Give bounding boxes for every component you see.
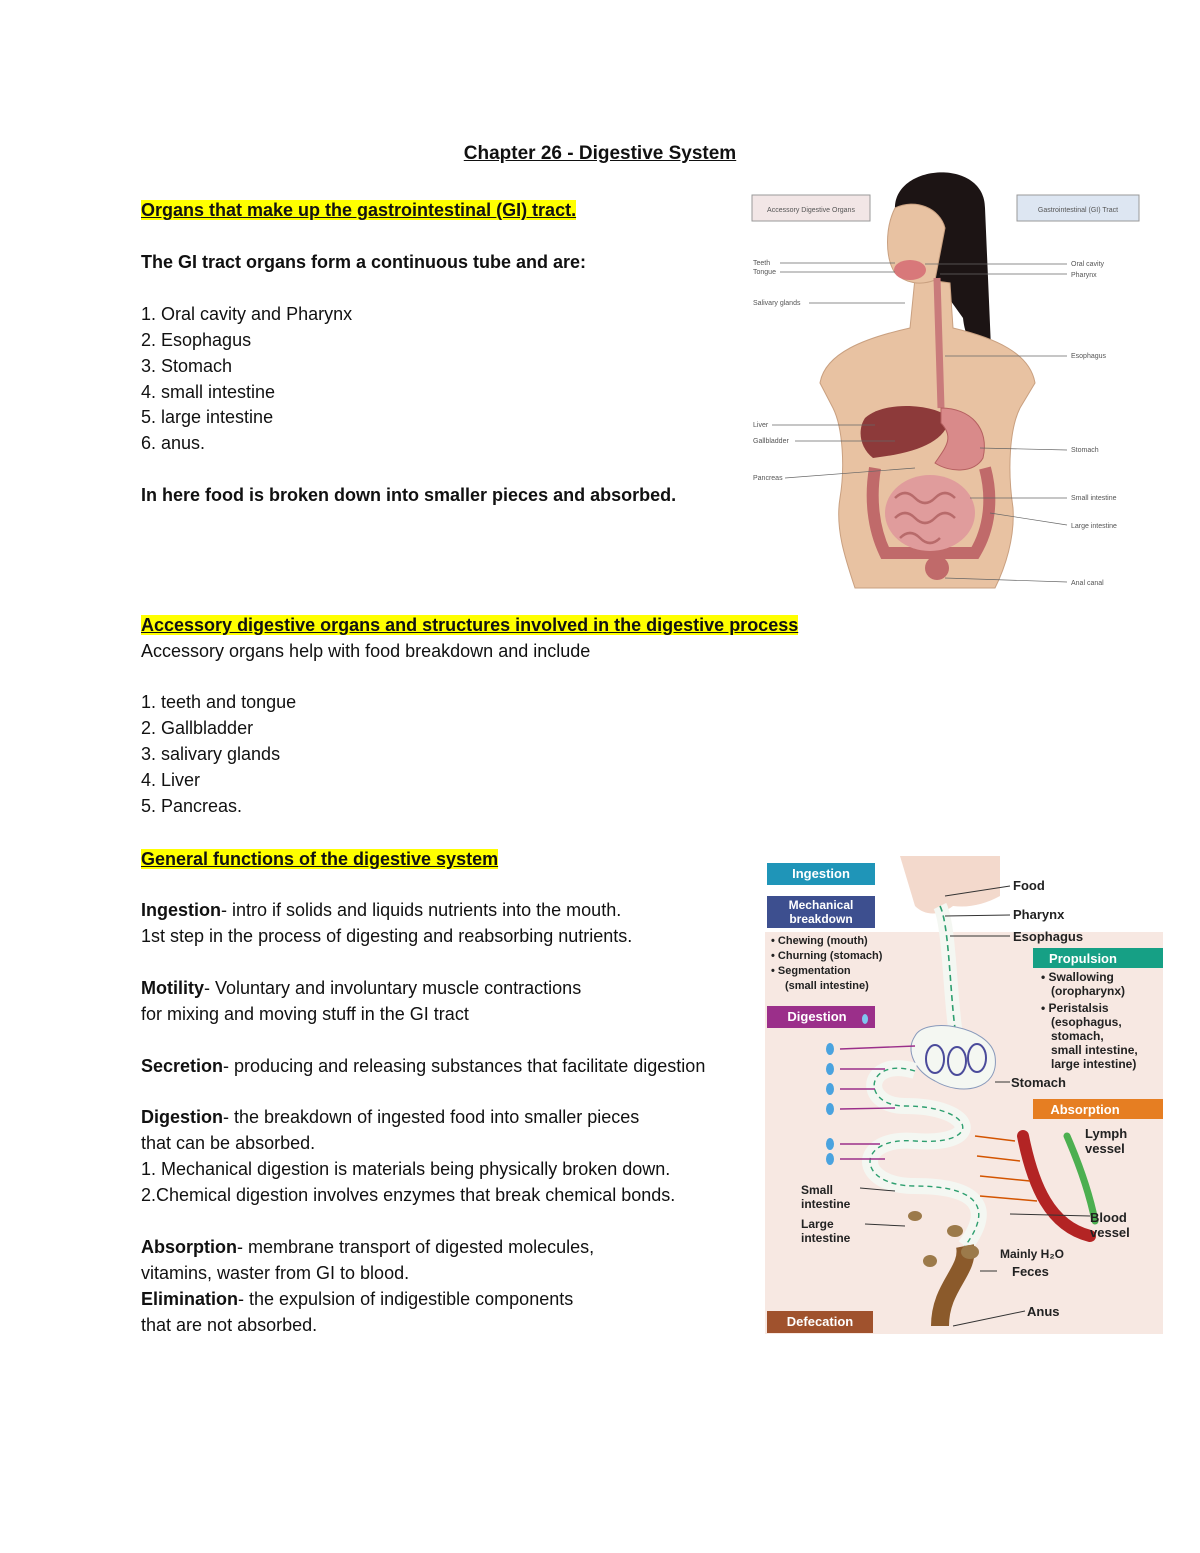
functions-heading <box>141 848 498 870</box>
segmentation-label-2: (small intestine) <box>785 980 869 992</box>
accessory-heading <box>141 614 798 636</box>
digestion-text: - the breakdown of ingested food into smaller pieces <box>223 1107 640 1127</box>
elimination-line <box>141 1288 573 1310</box>
right-labels <box>1071 261 1117 587</box>
label-pharynx: Pharynx <box>1071 272 1097 279</box>
label-anal-canal: Anal canal <box>1071 580 1104 587</box>
defecation-label: Defecation <box>786 1314 854 1329</box>
gi-item: 5. large intestine <box>141 407 274 427</box>
gi-summary: In here food is broken down into smaller pieces and absorbed. <box>141 485 677 505</box>
digestive-process-figure <box>765 856 1165 1354</box>
blood-vessel-label-1: Blood <box>1090 1210 1127 1225</box>
large-intestine-label-2: intestine <box>801 1231 851 1245</box>
peristalsis-label-3: stomach, <box>1051 1029 1104 1043</box>
accessory-item: 2. Gallbladder <box>141 718 254 738</box>
feces-label: Feces <box>1012 1264 1049 1279</box>
lymph-label-2: vessel <box>1085 1141 1125 1156</box>
peristalsis-label-1: • Peristalsis <box>1041 1001 1109 1015</box>
mechanical-label-2: breakdown <box>789 912 853 926</box>
label-tongue: Tongue <box>753 269 776 276</box>
motility-text: - Voluntary and involuntary muscle contractions <box>204 978 582 998</box>
label-oral-cavity: Oral cavity <box>1071 261 1105 268</box>
label-gallbladder: Gallbladder <box>753 438 789 445</box>
gi-item: 6. anus. <box>141 433 206 453</box>
label-large-intestine: Large intestine <box>1071 523 1117 530</box>
digestion-term: Digestion <box>141 1107 224 1127</box>
gi-heading <box>141 199 576 221</box>
anatomy-figure <box>745 168 1140 593</box>
peristalsis-label-4: small intestine, <box>1051 1043 1138 1057</box>
gi-item: 2. Esophagus <box>141 330 252 350</box>
accessory-heading-text: Accessory digestive organs and structures involved in the digestive process <box>141 615 799 635</box>
digestion-line-3: 1. Mechanical digestion is materials being physically broken down. <box>141 1159 671 1179</box>
segmentation-label-1: • Segmentation <box>771 965 851 977</box>
label-liver: Liver <box>753 422 769 429</box>
digestion-label: Digestion <box>787 1009 847 1024</box>
accessory-item: 3. salivary glands <box>141 744 281 764</box>
accessory-item: 1. teeth and tongue <box>141 692 297 712</box>
ingestion-line-2: 1st step in the process of digesting and reabsorbing nutrients. <box>141 926 633 946</box>
peristalsis-label-2: (esophagus, <box>1051 1015 1122 1029</box>
absorption-term: Absorption <box>141 1237 237 1257</box>
absorption-text: - membrane transport of digested molecules, <box>237 1237 595 1257</box>
secretion-line <box>141 1055 705 1077</box>
digestion-line-2: that can be absorbed. <box>141 1133 316 1153</box>
chewing-label: • Chewing (mouth) <box>771 935 868 947</box>
gi-intro: The GI tract organs form a continuous tube and are: <box>141 252 587 272</box>
food-label: Food <box>1013 878 1045 893</box>
secretion-text: - producing and releasing substances that facilitate digestion <box>223 1056 706 1076</box>
large-intestine-label-1: Large <box>801 1217 834 1231</box>
anus-label: Anus <box>1027 1304 1060 1319</box>
ingestion-term: Ingestion <box>141 900 221 920</box>
ingestion-line <box>141 899 621 921</box>
ingestion-text: - intro if solids and liquids nutrients into the mouth. <box>221 900 622 920</box>
small-intestine-label-2: intestine <box>801 1197 851 1211</box>
gi-item: 1. Oral cavity and Pharynx <box>141 304 353 324</box>
esophagus-label: Esophagus <box>1013 929 1084 944</box>
absorption-label: Absorption <box>1050 1102 1120 1117</box>
label-small-intestine: Small intestine <box>1071 495 1117 502</box>
elimination-text: - the expulsion of indigestible components <box>238 1289 574 1309</box>
label-esophagus: Esophagus <box>1071 353 1107 360</box>
label-salivary-glands: Salivary glands <box>753 300 801 307</box>
secretion-term: Secretion <box>141 1056 224 1076</box>
elimination-line-2: that are not absorbed. <box>141 1315 318 1335</box>
anal-canal-shape <box>925 556 949 580</box>
small-intestine-shape <box>885 475 975 551</box>
peristalsis-label-5: large intestine) <box>1051 1057 1137 1071</box>
churning-label: • Churning (stomach) <box>771 950 883 962</box>
elimination-term: Elimination <box>141 1289 239 1309</box>
label-teeth: Teeth <box>753 260 771 267</box>
motility-line-2: for mixing and moving stuff in the GI tract <box>141 1004 469 1024</box>
esophagus-shape <box>937 278 941 408</box>
accessory-organs-box-label: Accessory Digestive Organs <box>767 207 855 214</box>
absorption-line-2: vitamins, waster from GI to blood. <box>141 1263 410 1283</box>
absorption-line <box>141 1236 594 1258</box>
gi-item: 4. small intestine <box>141 382 276 402</box>
label-pancreas: Pancreas <box>753 475 783 482</box>
motility-term: Motility <box>141 978 204 998</box>
mechanical-label-1: Mechanical <box>788 898 854 912</box>
head-silhouette <box>900 856 1000 914</box>
gi-heading-text: Organs that make up the gastrointestinal (GI) tract. <box>141 200 577 220</box>
blood-vessel-label-2: vessel <box>1090 1225 1130 1240</box>
pharynx-label: Pharynx <box>1013 907 1065 922</box>
digestion-line-4: 2.Chemical digestion involves enzymes that break chemical bonds. <box>141 1185 676 1205</box>
accessory-item: 4. Liver <box>141 770 201 790</box>
page-title: Chapter 26 - Digestive System <box>463 143 737 164</box>
lymph-label-1: Lymph <box>1085 1126 1128 1141</box>
swallowing-label-2: (oropharynx) <box>1051 984 1126 998</box>
gi-tract-box-label: Gastrointestinal (GI) Tract <box>1037 207 1119 214</box>
ingestion-label: Ingestion <box>792 866 850 881</box>
digestion-line <box>141 1106 639 1128</box>
label-stomach: Stomach <box>1071 447 1099 454</box>
stomach-label: Stomach <box>1011 1075 1066 1090</box>
functions-heading-text: General functions of the digestive system <box>141 849 499 869</box>
accessory-item: 5. Pancreas. <box>141 796 243 816</box>
left-labels <box>753 260 801 482</box>
digestion-drop-icon <box>862 1014 868 1024</box>
small-intestine-label-1: Small <box>801 1183 834 1197</box>
oral-cavity-shape <box>894 260 926 280</box>
water-label: Mainly H₂O <box>1000 1247 1065 1261</box>
swallowing-label-1: • Swallowing <box>1041 970 1114 984</box>
accessory-intro: Accessory organs help with food breakdown and include <box>141 641 591 661</box>
propulsion-label: Propulsion <box>1049 951 1117 966</box>
motility-line <box>141 977 581 999</box>
gi-item: 3. Stomach <box>141 356 233 376</box>
